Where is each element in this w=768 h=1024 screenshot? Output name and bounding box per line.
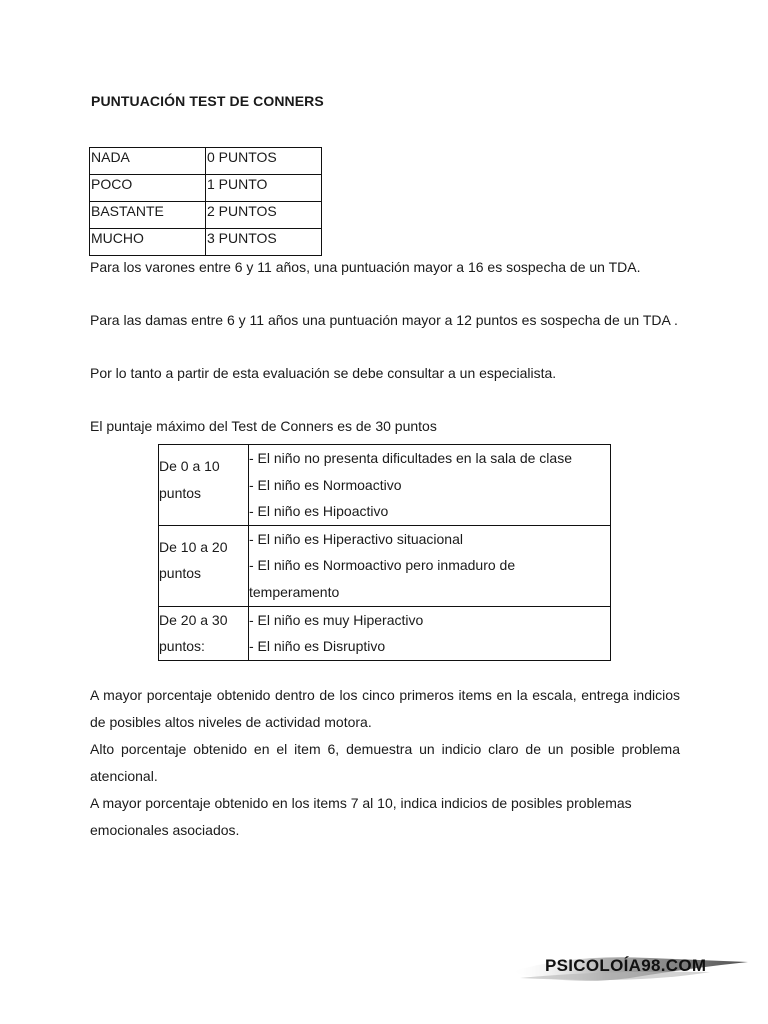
- description-line: - El niño es Hipoactivo: [249, 503, 389, 520]
- range-descriptions: [249, 606, 611, 660]
- description-line: - El niño es Normoactivo pero inmaduro de temperamento: [249, 557, 516, 600]
- score-label: POCO: [90, 175, 206, 202]
- range-text: De 20 a 30 puntos:: [159, 611, 228, 655]
- score-points: 2 PUNTOS: [206, 202, 322, 229]
- table-row: [90, 229, 322, 256]
- score-label: MUCHO: [90, 229, 206, 256]
- description-line: - El niño es muy Hiperactivo: [249, 611, 424, 628]
- motor-activity-note: A mayor porcentaje obtenido dentro de los cinco primeros items en la escala, entrega indicios de posibles altos niveles de actividad motora.: [90, 687, 680, 730]
- table-row: [159, 445, 611, 526]
- description-line: - El niño es Hiperactivo situacional: [249, 530, 463, 547]
- document-title: PUNTUACIÓN TEST DE CONNERS: [91, 93, 324, 109]
- scoring-table: [89, 147, 322, 256]
- attention-note: Alto porcentaje obtenido en el item 6, demuestra un indicio claro de un posible problema atencional.: [90, 741, 680, 784]
- table-row: [90, 202, 322, 229]
- range-label: [159, 606, 249, 660]
- table-row: [159, 606, 611, 660]
- description-line: - El niño es Disruptivo: [249, 638, 386, 655]
- table-row: [159, 525, 611, 606]
- range-label: [159, 525, 249, 606]
- range-descriptions: [249, 445, 611, 526]
- emotional-note: A mayor porcentaje obtenido en los items 7 al 10, indica indicios de posibles problemas emocionales asociados.: [90, 795, 632, 838]
- score-points: 0 PUNTOS: [206, 148, 322, 175]
- girls-threshold-paragraph: Para las damas entre 6 y 11 años una puntuación mayor a 12 puntos es sospecha de un TDA .: [90, 312, 678, 328]
- watermark-logo: PSICOLOÍA98.COM: [545, 956, 707, 975]
- max-score-paragraph: El puntaje máximo del Test de Conners es de 30 puntos: [90, 418, 437, 434]
- score-points: 3 PUNTOS: [206, 229, 322, 256]
- table-row: [90, 148, 322, 175]
- ranges-table: [158, 444, 611, 661]
- consult-specialist-paragraph: Por lo tanto a partir de esta evaluación se debe consultar a un especialista.: [90, 365, 557, 381]
- score-points: 1 PUNTO: [206, 175, 322, 202]
- score-label: BASTANTE: [90, 202, 206, 229]
- score-label: NADA: [90, 148, 206, 175]
- description-line: - El niño no presenta dificultades en la sala de clase: [249, 450, 572, 466]
- range-text: De 10 a 20 puntos: [159, 538, 228, 582]
- boys-threshold-paragraph: Para los varones entre 6 y 11 años, una puntuación mayor a 16 es sospecha de un TDA.: [90, 259, 641, 275]
- table-row: [90, 175, 322, 202]
- range-descriptions: [249, 525, 611, 606]
- range-label: [159, 445, 249, 526]
- range-text: De 0 a 10 puntos: [159, 458, 220, 501]
- description-line: - El niño es Normoactivo: [249, 476, 402, 493]
